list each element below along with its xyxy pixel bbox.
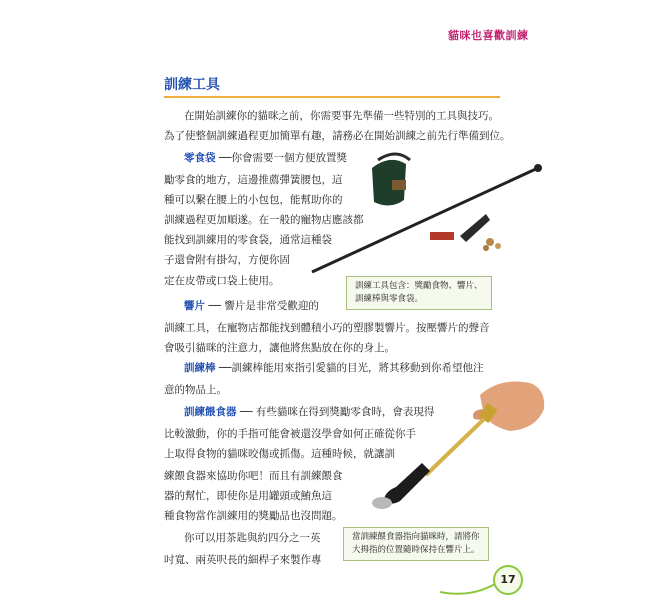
feeder-text-1: ── 有些貓咪在得到獎勵零食時，會表現得 (236, 406, 435, 418)
clicker-text-1: ── 響片是非常受歡迎的 (205, 300, 319, 312)
term-training-feeder: 訓練餵食器 (184, 406, 237, 418)
clicker-line-1 (184, 296, 319, 316)
feeder-line-5: 器的幫忙，即使你是用罐頭或鮪魚這 (164, 490, 332, 502)
clicker-icon (430, 232, 454, 240)
caption-tools-line-1: 訓練工具包含：獎勵食物、響片、 (355, 281, 483, 291)
feeder-handle-icon (460, 214, 490, 242)
treats-icon (486, 238, 494, 246)
feeder-line-3: 上取得食物的貓咪咬傷或抓傷。這種時候，就讓訓 (164, 448, 395, 460)
target-stick-icon (312, 168, 538, 272)
running-header: 貓咪也喜歡訓練 (448, 29, 529, 42)
feeder-line-4: 練餵食器來協助你吧！而且有訓練餵食 (164, 470, 343, 482)
stick-text-1: ──訓練棒能用來指引愛貓的目光，將其移動到你希望他注 (215, 362, 484, 374)
training-tools-photo (290, 150, 560, 280)
stick-line-2: 意的物品上。 (164, 384, 227, 396)
caption-feeder-line-2: 大拇指的位置隨時保持在響片上。 (352, 545, 480, 555)
page-number-swoosh (440, 578, 500, 598)
feeder-line-6: 種食物當作訓練用的獎勵品也沒問題。 (164, 510, 343, 522)
treat-bag-line-7: 定在皮帶或口袋上使用。 (164, 275, 280, 287)
clicker-line-2: 訓練工具，在寵物店都能找到體積小巧的塑膠製響片。按壓響片的聲音 (164, 322, 490, 334)
caption-tools-line-2: 訓練棒與零食袋。 (355, 294, 424, 304)
page-number: 17 (493, 565, 523, 595)
treat-bag-line-3: 種可以繫在腰上的小包包，能幫助你的 (164, 194, 343, 206)
term-target-stick: 訓練棒 (184, 362, 216, 374)
treat-bag-line-5: 能找到訓練用的零食袋，通常這種袋 (164, 234, 332, 246)
clicker-line-3: 會吸引貓咪的注意力，讓他將焦點放在你的身上。 (164, 342, 395, 354)
treat-bag-line-2: 勵零食的地方，這邊推薦彈簧腰包，這 (164, 174, 343, 186)
intro-line-1: 在開始訓練你的貓咪之前，你需要事先準備一些特別的工具與技巧。 (184, 110, 499, 122)
feeder-line-2: 比較激動，你的手指可能會被還沒學會如何正確從你手 (164, 428, 416, 440)
spoon-icon (372, 497, 392, 509)
treat-bag-line-4: 訓練過程更加順遂。在一般的寵物店應該都 (164, 214, 364, 226)
caption-feeder-line-1: 當訓練餵食器指向貓咪時，請將你 (352, 532, 480, 542)
intro-line-2: 為了使整個訓練過程更加簡單有趣，請務必在開始訓練之前先行準備到位。 (164, 130, 511, 142)
training-feeder-photo (370, 375, 550, 515)
term-clicker: 響片 (184, 300, 205, 312)
section-title: 訓練工具 (164, 77, 220, 93)
title-underline (164, 96, 500, 98)
caption-training-feeder (343, 527, 489, 561)
caption-training-tools (346, 276, 492, 310)
diy-line-1: 你可以用茶匙與約四分之一英 (184, 532, 321, 544)
treat-bag-text-1: ──你會需要一個方便放置獎 (215, 152, 347, 164)
treat-bag-line-6: 子還會附有掛勾，方便你固 (164, 254, 290, 266)
term-treat-bag: 零食袋 (184, 152, 216, 164)
feeder-stick-icon (426, 419, 484, 475)
diy-line-2: 吋寬、兩英呎長的細桿子來製作專 (164, 554, 322, 566)
